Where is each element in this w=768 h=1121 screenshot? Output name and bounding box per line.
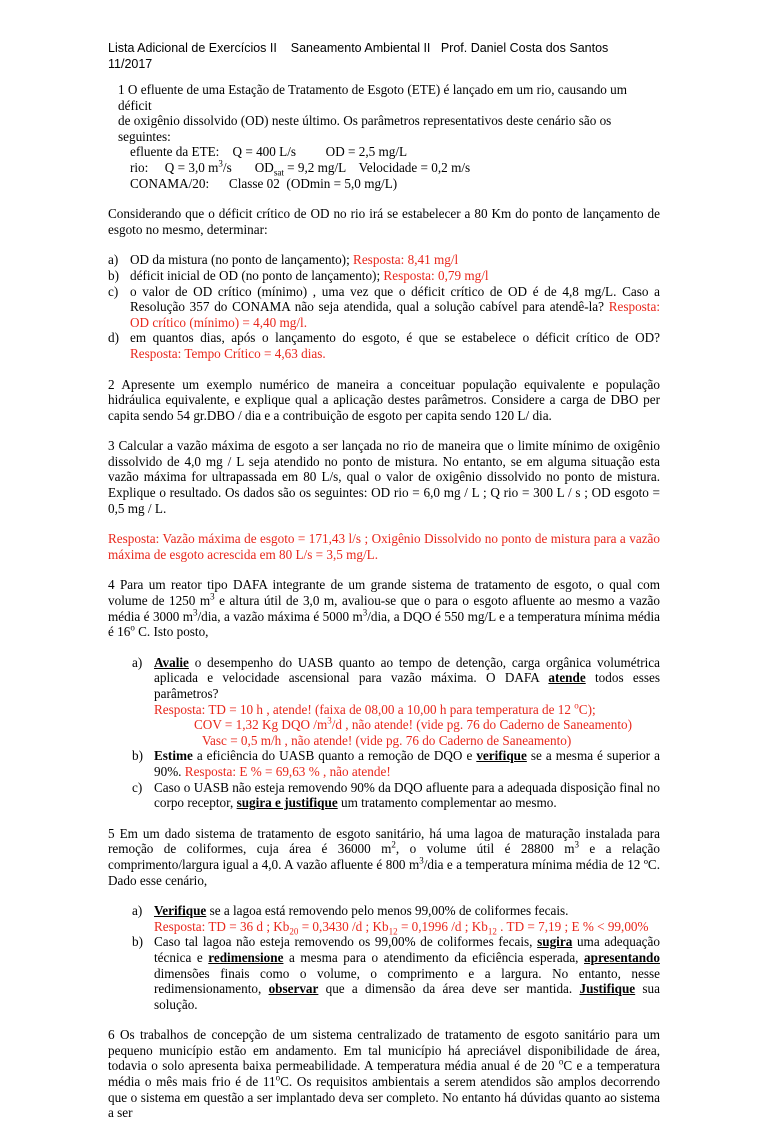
q4-a-answer-3: Vasc = 0,5 m/h , não atende! (vide pg. 76 do Caderno de Saneamento) [202,732,572,748]
subscript: 12 [388,926,398,937]
superscript: o [275,1072,281,1083]
superscript: 3 [218,158,223,169]
q3-answer: Resposta: Vazão máxima de esgoto = 171,43 l/s ; Oxigênio Dissolvido no ponto de mistura para a vazão máxima de esgoto acrescida em 80 L/s = 3,5 mg/L. [108,531,660,562]
q5-text-c: e a relação comprimento/largura igual a 4,0. A vazão afluente é 800 m [108,841,660,872]
q4-a-answer-1-end: C); [578,701,596,717]
item-label: d) [108,330,119,346]
q1-effluent-params: efluente da ETE: Q = 400 L/s OD = 2,5 mg/L [130,144,408,160]
item-label: a) [108,252,119,268]
question-5 [108,826,660,1013]
superscript: o [130,622,135,633]
superscript: 3 [193,607,198,618]
q6-text-a: 6 Os trabalhos de concepção de um sistema centralizado de tratamento de esgoto sanitário para um pequeno município estão em andamento. Em tal município há apreciável disponibilidade de área, todavia o solo apresenta baixa permeabilidade. A temperatura média anual é de 20 [108,1027,660,1074]
item-label: a) [132,654,143,670]
q4-item-c [132,780,660,811]
q4-a-answer-1-text: Resposta: TD = 10 h , atende! (faixa de 08,00 a 10,00 h para temperatura de 12 [154,701,575,717]
q5-a-answer-2: = 0,3430 /d ; Kb [298,918,389,934]
q1-a-answer: Resposta: 8,41 mg/l [353,252,459,268]
q1-c-answer: Resposta: OD crítico (mínimo) = 4,40 mg/l. [130,299,660,330]
superscript: o [558,1057,564,1068]
q1-item-c [108,284,660,331]
q5-item-a [132,903,660,937]
q1-item-b [108,268,660,284]
q5-b-keyword-3: apresentando [584,949,660,965]
question-4 [108,577,660,810]
subscript: 20 [289,926,299,937]
q5-b-text-2: uma adequação técnica e [154,934,660,965]
q4-b-answer: Resposta: E % = 69,63 % , não atende! [184,763,391,779]
q5-b-keyword-4: observar [268,981,319,997]
q1-d-text: em quantos dias, após o lançamento do esgoto, é que se estabelece o déficit crítico de OD? [130,330,660,346]
q5-b-text-4: dimensões finais como o volume, o comprimento e a largura. No entanto, nesse redimensionamento, [154,965,660,997]
q5-a-text: se a lagoa está removendo pelo menos 99,00% de coliformes fecais. [206,903,569,919]
q4-text [108,577,660,639]
superscript: 3 [574,839,579,850]
superscript: o [574,700,579,711]
document-page [108,40,660,1121]
item-label: b) [132,934,143,950]
q1-river-params [108,160,660,176]
item-label: a) [132,903,143,919]
q5-a-answer-4: . TD = 7,19 ; E % < 99,00% [496,918,649,934]
header-line-2: 11/2017 [108,57,153,71]
q5-b-text: Caso tal lagoa não esteja removendo os 99,00% de coliformes fecais, [154,934,538,950]
superscript: 2 [391,839,396,850]
q4-item-b [132,748,660,779]
q4-a-answer-2-end: /d , não atende! (vide pg. 76 do Caderno de Saneamento) [331,717,633,733]
q4-text-b: e altura útil de 3,0 m, avaliou-se que o para o esgoto afluente ao mesmo a vazão média é 3000 m [108,593,660,624]
q4-c-text-2: um tratamento complementar ao mesmo. [337,795,557,811]
subscript: 12 [487,926,497,937]
q4-a-keyword-2: atende [548,670,586,686]
q4-text-c: /dia, a vazão máxima é 5000 m [197,608,363,624]
superscript: 3 [362,607,368,618]
q3-text: 3 Calcular a vazão máxima de esgoto a ser lançada no rio de maneira que o limite mínimo de oxigênio dissolvido de 4,0 mg / L seja atendido no ponto de mistura. No entanto, se em alguma situação esta vazão máxima for ultrapassada em 80 L/s, qual o valor de oxigênio dissolvido no ponto de mistura. Explique o resultado. Os dados são os seguintes: OD rio = 6,0 mg / L ; Q rio = 300 L / s ; OD esgoto = 0,5 mg / L. [108,438,660,516]
q1-item-a [108,252,660,268]
item-label: c) [132,779,143,795]
q5-b-keyword-5: Justifique [579,981,636,997]
q5-b-text-5: que a dimensão da área deve ser mantida. [318,981,580,997]
q4-c-keyword: sugira e justifique [236,795,338,811]
q4-b-text-2: se a mesma é superior a 90%. [154,748,660,779]
q4-a-text: o desempenho do UASB quanto ao tempo de detenção, carga orgânica volumétrica aplicada e velocidade ascensional para vazão máxima. O DAFA [154,654,660,686]
q5-b-keyword-1: sugira [537,934,573,950]
q5-item-b [132,934,660,1012]
question-3 [108,438,660,562]
q5-text [108,826,660,888]
q1-conama: CONAMA/20: Classe 02 (ODmin = 5,0 mg/L) [130,175,398,191]
q5-a-keyword: Verifique [154,903,207,919]
q1-c-text: o valor de OD crítico (mínimo) , uma vez que o déficit crítico de OD é de 4,8 mg/L. Caso a Resolução 357 do CONAMA não seja atendida, qual a solução cabível para atendê-la? [130,283,660,315]
superscript: 3 [327,715,332,726]
q5-text-a: 5 Em um dado sistema de tratamento de esgoto sanitário, há uma lagoa de maturação instalada para remoção de coliformes, cuja área é 36000 m [108,825,660,857]
q1-river-velocity: = 9,2 mg/L Velocidade = 0,2 m/s [283,159,471,175]
q1-consider: Considerando que o déficit crítico de OD no rio irá se estabelecer a 80 Km do ponto de lançamento de esgoto no mesmo, determinar: [108,206,660,237]
q5-b-text-3: a mesma para o atendimento da eficiência esperada, [283,949,585,965]
q4-text-a: 4 Para um reator tipo DAFA integrante de um grande sistema de tratamento de esgoto, o qual com volume de 1250 m [108,577,660,609]
q1-b-text: déficit inicial de OD (no ponto de lançamento); [130,267,384,283]
q4-a-answer-2-text: COV = 1,32 Kg DQO /m [194,717,328,733]
q4-b-keyword: Estime [154,748,193,764]
q1-item-d [108,330,660,361]
q6-text-c: C. Os requisitos ambientais a serem atendidos são amplos decorrendo que o sistema em questão a ser implantado deva ser completo. No entanto há dúvidas quanto ao sistema a ser [108,1074,660,1121]
q1-b-answer: Resposta: 0,79 mg/l [383,267,489,283]
subscript-sat: sat [273,167,284,178]
q1-a-text: OD da mistura (no ponto de lançamento); [130,252,354,268]
question-6 [108,1027,660,1121]
q4-text-e: C. Isto posto, [134,624,209,640]
q1-d-answer: Resposta: Tempo Crítico = 4,63 dias. [130,345,326,361]
q4-text-d: /dia, a DQO é 550 mg/L e a temperatura mínima média é 16 [108,608,660,640]
q4-b-keyword-2: verifique [476,748,527,764]
q5-text-b: , o volume útil é 28800 m [395,841,575,857]
q5-a-answer-3: = 0,1996 /d ; Kb [397,918,488,934]
q5-b-text-6: sua solução. [154,981,660,1012]
q5-text-d: /dia e a temperatura mínima média de 12 ºC. Dado esse cenário, [108,856,661,888]
item-label: c) [108,283,119,299]
q4-a-keyword: Avalie [154,654,189,670]
q4-a-answer-2 [154,717,660,733]
superscript: 3 [210,591,215,602]
question-1 [108,82,660,362]
question-2: 2 Apresente um exemplo numérico de maneira a conceituar população equivalente e população hidráulica equivalente, e explique qual a aplicação destes parâmetros. Considere a carga de DBO per capita sendo 54 gr.DBO / dia e a contribuição de esgoto per capita sendo 120 L/ dia. [108,376,660,423]
document-header [108,40,660,72]
q4-b-text: a eficiência do UASB quanto a remoção de DQO e [192,748,477,764]
q4-c-text: Caso o UASB não esteja removendo 90% da DQO afluente para a adequada disposição final no corpo receptor, [154,779,660,811]
item-label: b) [132,748,143,764]
header-line-1: Lista Adicional de Exercícios II Saneamento Ambiental II Prof. Daniel Costa dos Santos [108,41,609,55]
q1-river-od: /s OD [222,159,274,175]
q1-intro-line-2: de oxigênio dissolvido (OD) neste último. Os parâmetros representativos deste cenário são os seguintes: [118,113,612,144]
item-label: b) [108,267,119,283]
q4-item-a [132,655,660,749]
q6-text-b: C e a temperatura média o mês mais frio é de 11 [108,1058,660,1090]
q5-b-keyword-2: redimensione [208,949,284,965]
q1-intro-line-1: 1 O efluente de uma Estação de Tratamento de Esgoto (ETE) é lançado em um rio, causando um déficit [118,82,628,113]
q5-a-answer-1: Resposta: TD = 36 d ; Kb [154,918,290,934]
q4-a-answer-1 [154,702,660,718]
superscript: 3 [419,855,424,866]
q4-a-text-2: todos esses parâmetros? [154,670,661,701]
q5-a-answer [154,919,660,935]
q1-river-q: rio: Q = 3,0 m [130,159,219,175]
